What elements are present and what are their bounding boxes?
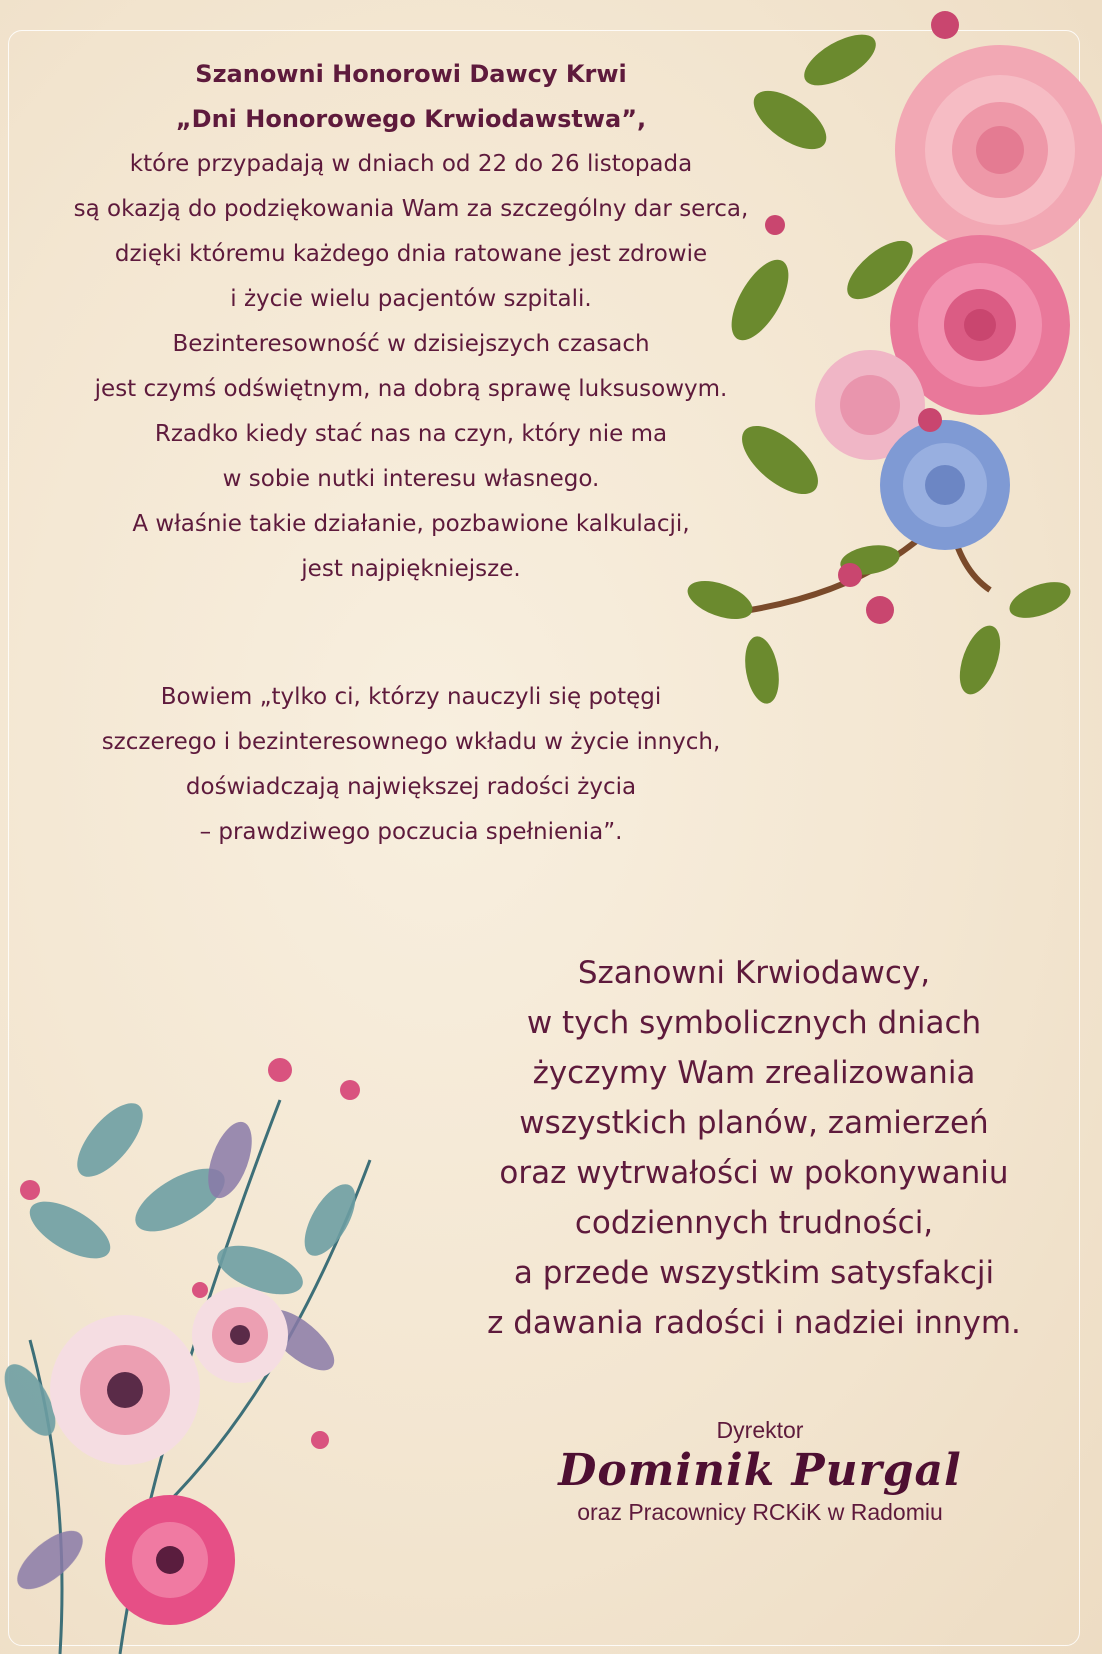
wishes-line: a przede wszystkim satysfakcji bbox=[513, 1255, 995, 1291]
pale-flower-small bbox=[192, 1287, 288, 1383]
signature-name: Dominik Purgal bbox=[558, 1445, 962, 1496]
wishes-line: codziennych trudności, bbox=[574, 1205, 934, 1241]
wishes-line: życzymy Wam zrealizowania bbox=[532, 1055, 976, 1091]
signature-staff: oraz Pracownicy RCKiK w Radomiu bbox=[577, 1499, 943, 1525]
watercolor-flowers-bottom-left bbox=[0, 1040, 420, 1654]
greeting-line: dzięki któremu każdego dnia ratowane jest zdrowie bbox=[114, 241, 708, 267]
blue-rose bbox=[880, 420, 1010, 550]
wishes-line: oraz wytrwałości w pokonywaniu bbox=[499, 1155, 1009, 1191]
quote-line: – prawdziwego poczucia spełnienia”. bbox=[199, 819, 623, 845]
greeting-line: jest czymś odświętnym, na dobrą sprawę luksusowym. bbox=[94, 376, 728, 402]
greeting-title-line1: Szanowni Honorowi Dawcy Krwi bbox=[195, 60, 627, 88]
wishes-line: wszystkich planów, zamierzeń bbox=[519, 1105, 989, 1141]
wishes-line: z dawania radości i nadziei innym. bbox=[487, 1305, 1021, 1341]
greeting-line: które przypadają w dniach od 22 do 26 listopada bbox=[129, 151, 693, 177]
greeting-line: Bezinteresowność w dzisiejszych czasach bbox=[172, 331, 650, 357]
signature-role: Dyrektor bbox=[716, 1417, 804, 1443]
pale-flower-large bbox=[50, 1315, 200, 1465]
greeting-text bbox=[30, 52, 792, 592]
greeting-line: i życie wielu pacjentów szpitali. bbox=[230, 286, 592, 312]
wishes-line: w tych symbolicznych dniach bbox=[526, 1005, 982, 1041]
greeting-line: w sobie nutki interesu własnego. bbox=[222, 466, 600, 492]
quote-line: doświadczają największej radości życia bbox=[185, 774, 637, 800]
magenta-flower bbox=[105, 1495, 235, 1625]
greeting-line: Rzadko kiedy stać nas na czyn, który nie ma bbox=[154, 421, 668, 447]
greeting-line: są okazją do podziękowania Wam za szczególny dar serca, bbox=[73, 196, 749, 222]
quote-text bbox=[30, 675, 792, 855]
greeting-title-line2: „Dni Honorowego Krwiodawstwa”, bbox=[175, 105, 647, 133]
greeting-line: jest najpiękniejsze. bbox=[301, 556, 521, 582]
pink-rose-large bbox=[895, 45, 1102, 255]
quote-line: Bowiem „tylko ci, którzy nauczyli się potęgi bbox=[160, 684, 662, 710]
quote-line: szczerego i bezinteresownego wkładu w życie innych, bbox=[101, 729, 721, 755]
signature-block bbox=[520, 1415, 1000, 1527]
greeting-line: A właśnie takie działanie, pozbawione kalkulacji, bbox=[132, 511, 690, 537]
wishes-text bbox=[478, 948, 1030, 1348]
wishes-line: Szanowni Krwiodawcy, bbox=[577, 955, 931, 991]
